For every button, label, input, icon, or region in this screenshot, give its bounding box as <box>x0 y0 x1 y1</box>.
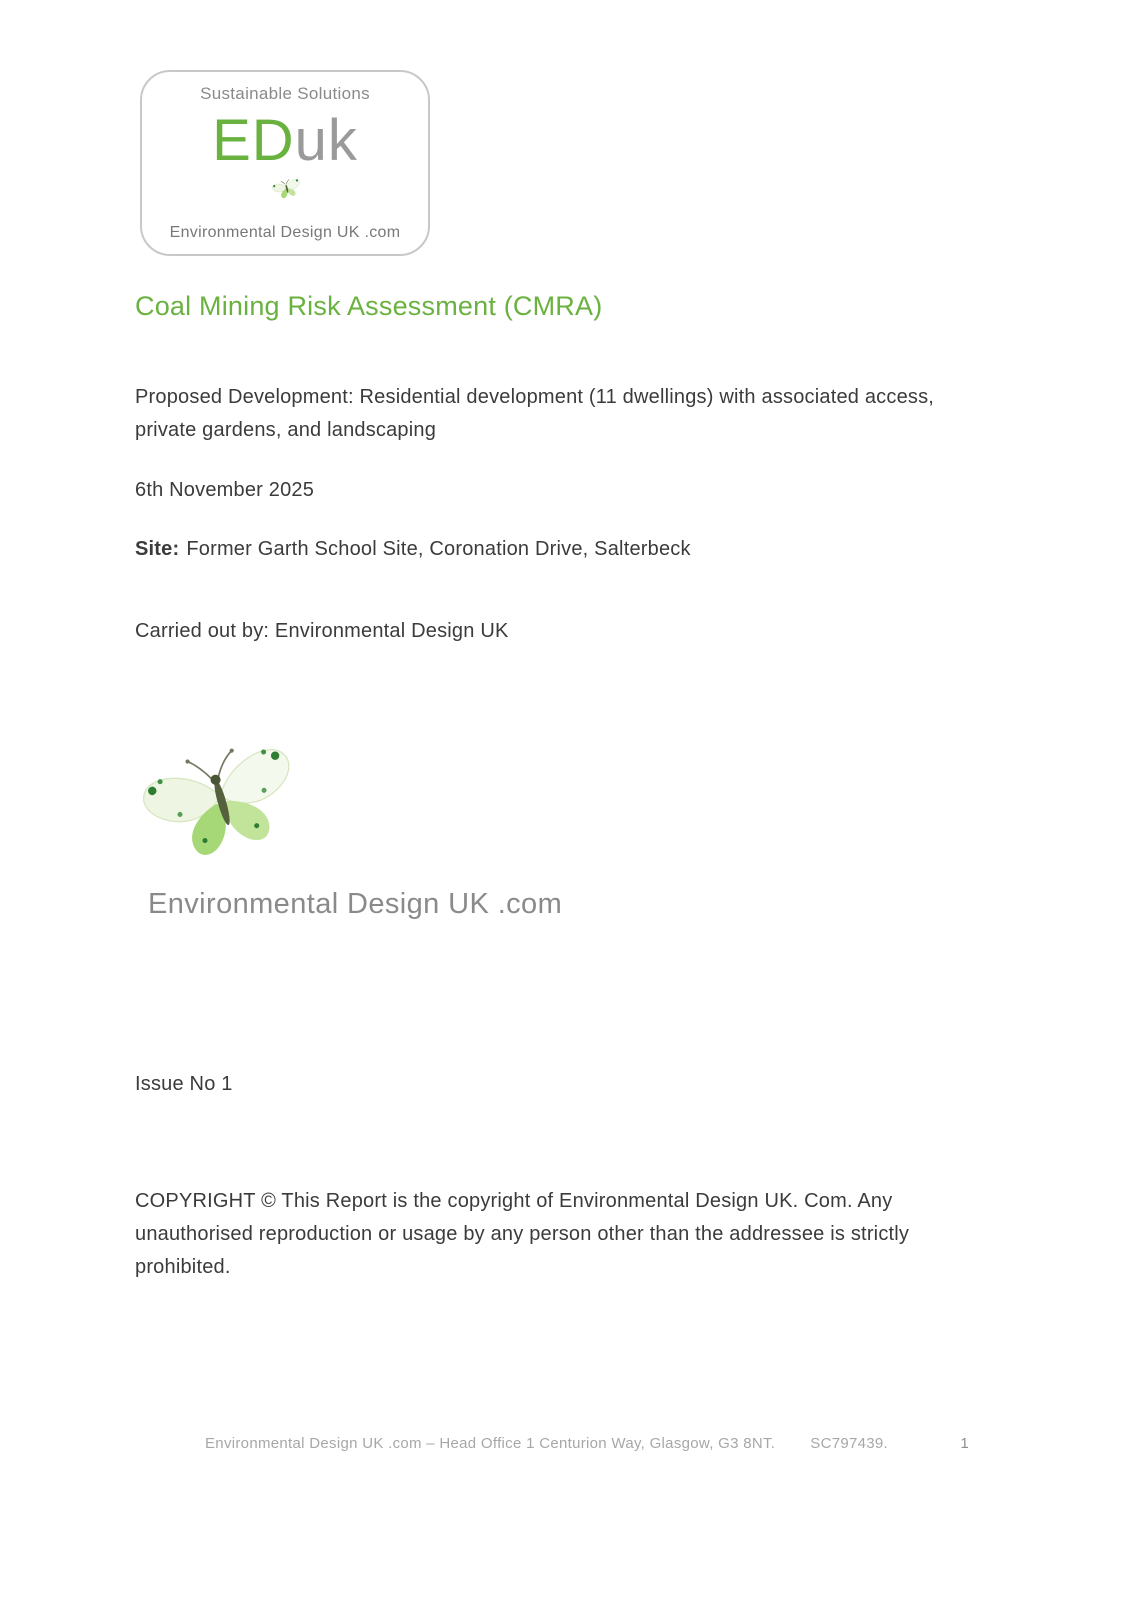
butterfly-icon <box>270 174 304 204</box>
site-line <box>135 533 691 566</box>
logo-initials-gray: uk <box>294 108 358 173</box>
page-number: 1 <box>960 1435 969 1452</box>
logo-tagline: Sustainable Solutions <box>200 84 370 103</box>
butterfly-icon <box>130 728 315 880</box>
logo-wordmark <box>142 108 428 175</box>
copyright-notice: COPYRIGHT © This Report is the copyright of Environmental Design UK. Com. Any unauthorised reproduction or usage by any person other than the addressee is strictly prohibited. <box>135 1190 910 1278</box>
report-date: 6th November 2025 <box>135 479 315 501</box>
document-title: Coal Mining Risk Assessment (CMRA) <box>135 291 603 321</box>
issue-number: Issue No 1 <box>135 1073 233 1095</box>
footer-address: Environmental Design UK .com – Head Office 1 Centurion Way, Glasgow, G3 8NT. <box>205 1435 776 1452</box>
site-value: Former Garth School Site, Coronation Drive, Salterbeck <box>186 538 691 560</box>
company-logo <box>140 70 430 256</box>
page-footer <box>0 1435 1131 1452</box>
logo-caption: Environmental Design UK .com <box>169 224 401 241</box>
site-label: Site: <box>135 538 180 560</box>
proposed-development-text: Proposed Development: Residential development (11 dwellings) with associated access, private gardens, and landscaping <box>135 386 935 441</box>
footer-company-number: SC797439. <box>810 1435 889 1452</box>
carried-out-by: Carried out by: Environmental Design UK <box>135 620 509 642</box>
logo-initials-green: ED <box>212 108 295 173</box>
brand-caption: Environmental Design UK .com <box>148 888 563 920</box>
